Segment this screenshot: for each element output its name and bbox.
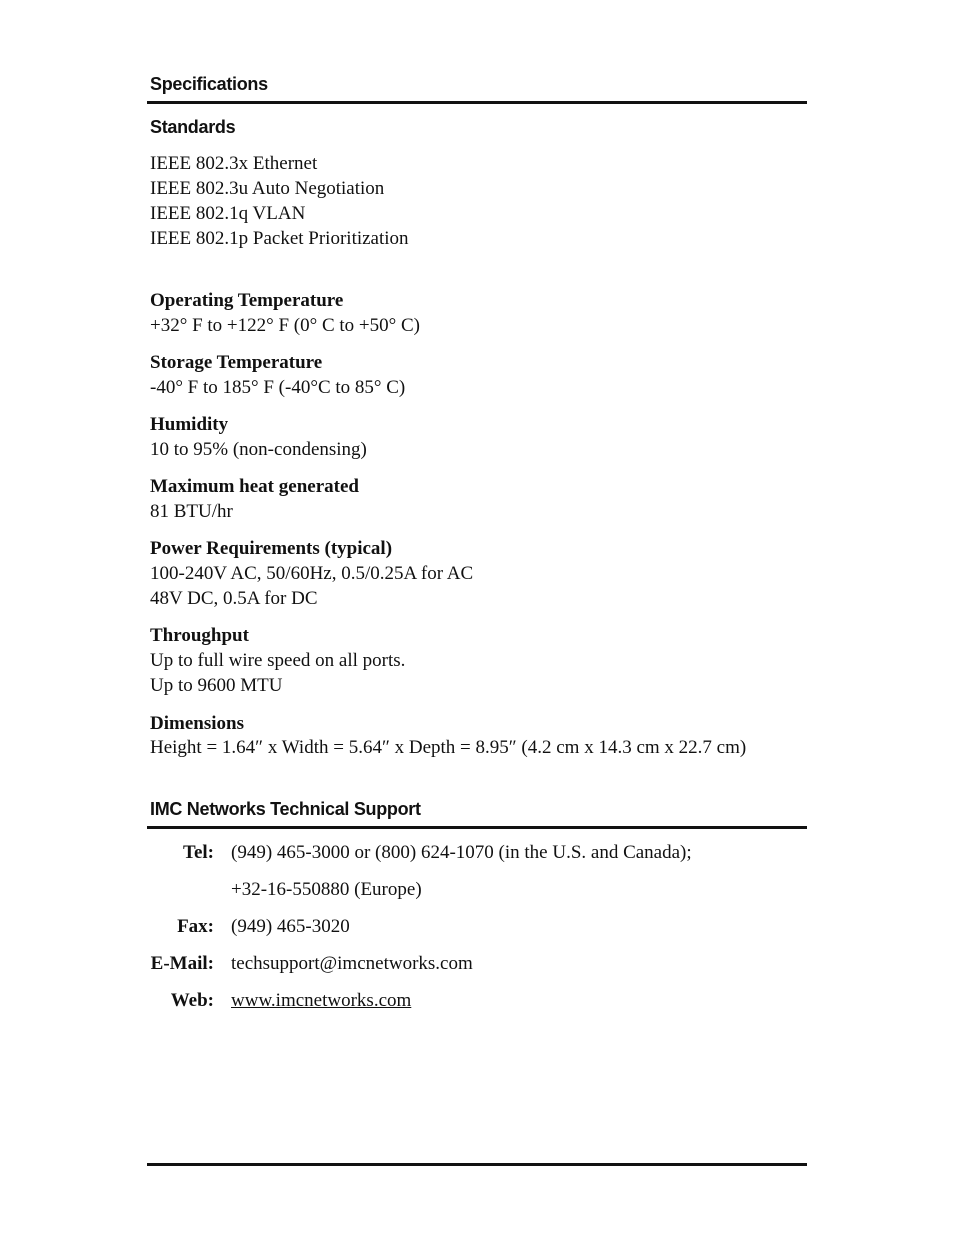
support-rule [147, 826, 807, 829]
power-requirements-dc: 48V DC, 0.5A for DC [150, 588, 318, 609]
web-label: Web: [170, 990, 214, 1011]
throughput-speed: Up to full wire speed on all ports. [150, 650, 406, 671]
email-value[interactable]: techsupport@imcnetworks.com [231, 953, 473, 974]
power-requirements-ac: 100-240V AC, 50/60Hz, 0.5/0.25A for AC [150, 563, 474, 584]
footer-rule [147, 1163, 807, 1166]
throughput-heading: Throughput [150, 625, 249, 646]
dimensions-value: Height = 1.64″ x Width = 5.64″ x Depth = 8.95″ (4.2 cm x 14.3 cm x 22.7 cm) [150, 737, 747, 758]
tel-value-europe: +32-16-550880 (Europe) [231, 879, 422, 900]
standard-item: IEEE 802.1p Packet Prioritization [150, 228, 409, 249]
power-requirements-heading: Power Requirements (typical) [150, 538, 393, 559]
tel-label: Tel: [183, 842, 214, 863]
storage-temperature-heading: Storage Temperature [150, 352, 323, 373]
humidity-heading: Humidity [150, 414, 229, 435]
web-link-wrapper [231, 990, 411, 1012]
operating-temperature-value: +32° F to +122° F (0° C to +50° C) [150, 315, 420, 336]
standard-item: IEEE 802.3x Ethernet [150, 153, 318, 174]
operating-temperature-heading: Operating Temperature [150, 290, 344, 311]
standards-heading: Standards [150, 117, 236, 137]
specifications-heading: Specifications [150, 74, 268, 94]
standard-item: IEEE 802.3u Auto Negotiation [150, 178, 385, 199]
storage-temperature-value: -40° F to 185° F (-40°C to 85° C) [150, 377, 406, 398]
tel-value: (949) 465-3000 or (800) 624-1070 (in the U.S. and Canada); [231, 842, 692, 863]
standard-item: IEEE 802.1q VLAN [150, 203, 306, 224]
humidity-value: 10 to 95% (non-condensing) [150, 439, 367, 460]
fax-label: Fax: [177, 916, 214, 937]
dimensions-heading: Dimensions [150, 713, 244, 734]
throughput-mtu: Up to 9600 MTU [150, 675, 283, 696]
web-link[interactable]: www.imcnetworks.com [231, 990, 412, 1011]
support-heading: IMC Networks Technical Support [150, 799, 421, 819]
email-label: E-Mail: [150, 953, 214, 974]
fax-value: (949) 465-3020 [231, 916, 350, 937]
specifications-rule [147, 101, 807, 104]
max-heat-heading: Maximum heat generated [150, 476, 359, 497]
max-heat-value: 81 BTU/hr [150, 501, 233, 522]
